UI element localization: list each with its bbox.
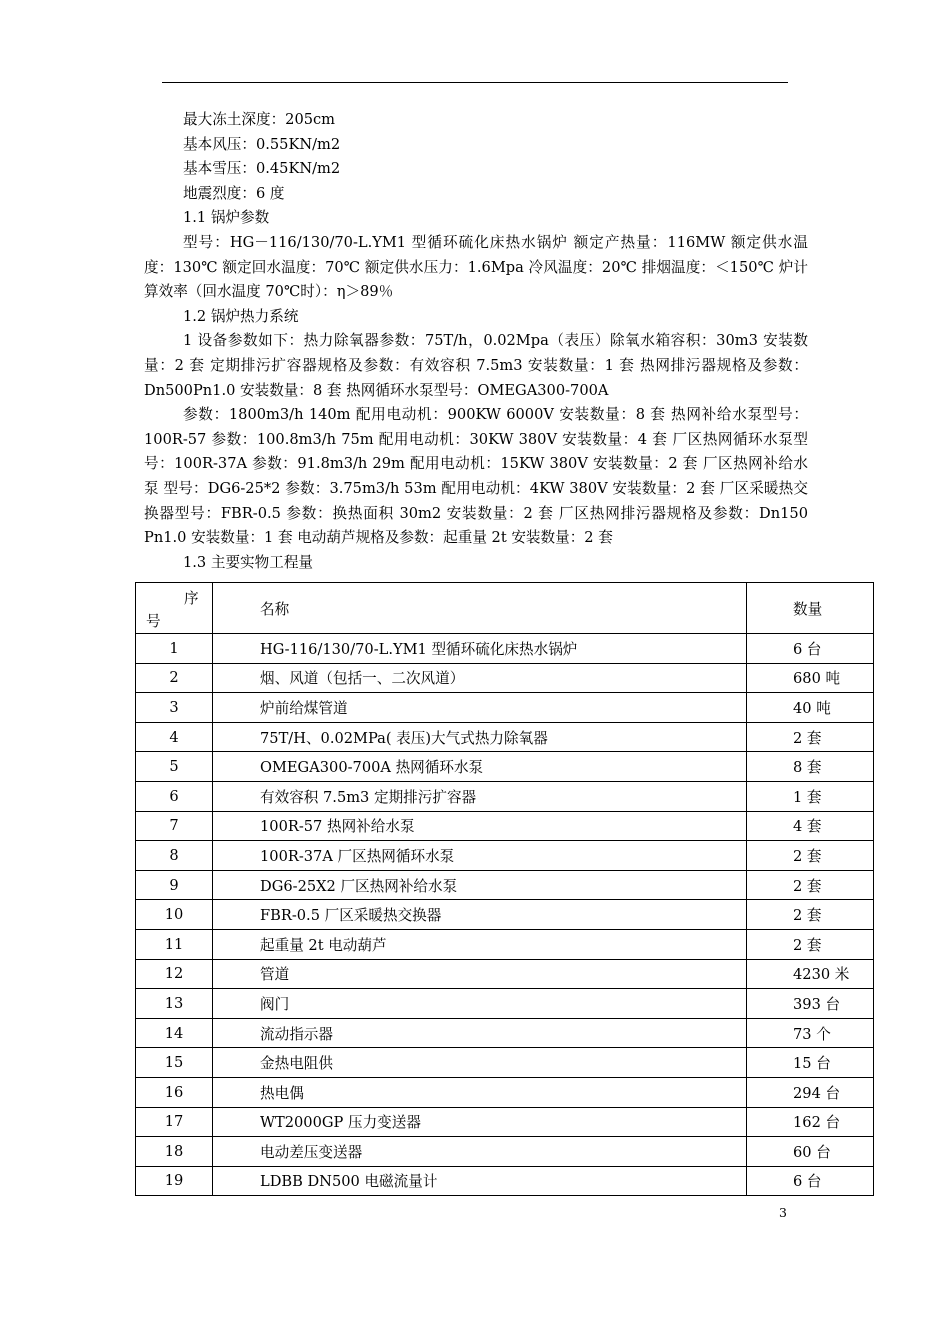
boiler-parameters: 型号：HG－116/130/70-L.YM1 型循环硫化床热水锅炉 额定产热量：116MW 额定供水温度：130℃ 额定回水温度：70℃ 额定供水压力：1.6Mpa 冷风温度：20℃ 排烟温度：＜150℃ 炉计算效率（回水温度 70℃时）：η＞89％ xyxy=(144,233,808,301)
row-no: 6 xyxy=(136,781,213,811)
table-row xyxy=(136,1048,874,1078)
table-row xyxy=(136,634,874,664)
row-name: LDBB DN500 电磁流量计 xyxy=(213,1166,747,1196)
table-row xyxy=(136,811,874,841)
row-no: 15 xyxy=(136,1048,213,1078)
row-qty: 8 套 xyxy=(747,752,874,782)
row-name: 电动差压变送器 xyxy=(213,1137,747,1167)
row-no: 1 xyxy=(136,634,213,664)
row-qty: 294 台 xyxy=(747,1077,874,1107)
row-qty: 60 台 xyxy=(747,1137,874,1167)
table-row xyxy=(136,900,874,930)
table-row xyxy=(136,752,874,782)
row-qty: 40 吨 xyxy=(747,693,874,723)
row-no: 9 xyxy=(136,870,213,900)
row-qty: 4230 米 xyxy=(747,959,874,989)
row-no: 19 xyxy=(136,1166,213,1196)
row-qty: 15 台 xyxy=(747,1048,874,1078)
row-no: 14 xyxy=(136,1018,213,1048)
header-no: 序 号 xyxy=(136,583,213,634)
row-name: DG6-25X2 厂区热网补给水泵 xyxy=(213,870,747,900)
row-name: 100R-57 热网补给水泵 xyxy=(213,811,747,841)
section-1-2-heading: 1.2 锅炉热力系统 xyxy=(183,307,299,325)
row-name: 75T/H、0.02MPa( 表压)大气式热力除氧器 xyxy=(213,722,747,752)
row-qty: 73 个 xyxy=(747,1018,874,1048)
frost-depth: 最大冻土深度：205cm xyxy=(183,111,336,128)
row-no: 13 xyxy=(136,989,213,1019)
table-row xyxy=(136,1018,874,1048)
row-no: 4 xyxy=(136,722,213,752)
row-name: 流动指示器 xyxy=(213,1018,747,1048)
row-no: 2 xyxy=(136,663,213,693)
row-no: 10 xyxy=(136,900,213,930)
row-name: 有效容积 7.5m3 定期排污扩容器 xyxy=(213,781,747,811)
row-name: 金热电阻供 xyxy=(213,1048,747,1078)
row-name: OMEGA300-700A 热网循环水泵 xyxy=(213,752,747,782)
row-no: 7 xyxy=(136,811,213,841)
row-no: 12 xyxy=(136,959,213,989)
row-no: 5 xyxy=(136,752,213,782)
row-no: 18 xyxy=(136,1137,213,1167)
row-qty: 2 套 xyxy=(747,722,874,752)
row-name: 阀门 xyxy=(213,989,747,1019)
row-name: 起重量 2t 电动葫芦 xyxy=(213,929,747,959)
snow-pressure: 基本雪压：0.45KN/m2 xyxy=(183,160,341,178)
row-name: 100R-37A 厂区热网循环水泵 xyxy=(213,841,747,871)
row-no: 3 xyxy=(136,693,213,723)
row-name: HG-116/130/70-L.YM1 型循环硫化床热水锅炉 xyxy=(213,634,747,664)
row-name: 烟、风道（包括一、二次风道） xyxy=(213,663,747,693)
table-row xyxy=(136,870,874,900)
header-qty: 数量 xyxy=(747,583,874,634)
row-qty: 162 台 xyxy=(747,1107,874,1137)
row-qty: 393 台 xyxy=(747,989,874,1019)
table-row xyxy=(136,841,874,871)
seismic-intensity: 地震烈度：6 度 xyxy=(183,184,285,202)
table-row xyxy=(136,1137,874,1167)
row-no: 11 xyxy=(136,929,213,959)
table-row xyxy=(136,1077,874,1107)
row-qty: 6 台 xyxy=(747,634,874,664)
table-row xyxy=(136,989,874,1019)
equipment-parameters-2: 参数：1800m3/h 140m 配用电动机：900KW 6000V 安装数量：8 套 热网补给水泵型号：100R-57 参数：100.8m3/h 75m 配用电动机：30KW 380V 安装数量：4 套 厂区热网循环水泵型号：100R-37A 参数：91.8m3/h 29m 配用电动机：15KW 380V 安装数量：2 套 厂区热网补给水泵 型号：DG6-25*2 参数：3.75m3/h 53m 配用电动机：4KW 380V 安装数量：2 套 厂区采暖热交换器型号：FBR-0.5 参数：换热面积 30m2 安装数量：2 套 厂区热网排污器规格及参数：Dn150 Pn1.0 安装数量：1 套 电动葫芦规格及参数：起重量 2t 安装数量：2 套 xyxy=(144,406,808,547)
table-row xyxy=(136,693,874,723)
row-name: 炉前给煤管道 xyxy=(213,693,747,723)
row-no: 8 xyxy=(136,841,213,871)
row-name: 热电偶 xyxy=(213,1077,747,1107)
section-1-1-heading: 1.1 锅炉参数 xyxy=(183,209,270,227)
row-qty: 680 吨 xyxy=(747,663,874,693)
header-rule xyxy=(162,82,788,83)
table-row xyxy=(136,959,874,989)
table-header-row xyxy=(136,583,874,634)
equipment-parameters-1: 1 设备参数如下：热力除氧器参数：75T/h，0.02Mpa（表压）除氧水箱容积：30m3 安装数量：2 套 定期排污扩容器规格及参数：有效容积 7.5m3 安装数量：1 套 热网排污器规格及参数：Dn500Pn1.0 安装数量：8 套 热网循环水泵型号：OMEGA300-700A xyxy=(144,332,808,399)
table-row xyxy=(136,929,874,959)
header-name: 名称 xyxy=(213,583,747,634)
row-no: 16 xyxy=(136,1077,213,1107)
table-row xyxy=(136,1107,874,1137)
row-qty: 2 套 xyxy=(747,841,874,871)
row-qty: 4 套 xyxy=(747,811,874,841)
table-row xyxy=(136,663,874,693)
row-no: 17 xyxy=(136,1107,213,1137)
row-qty: 2 套 xyxy=(747,929,874,959)
wind-pressure: 基本风压：0.55KN/m2 xyxy=(183,135,341,153)
table-row xyxy=(136,722,874,752)
row-name: WT2000GP 压力变送器 xyxy=(213,1107,747,1137)
table-row xyxy=(136,1166,874,1196)
row-name: FBR-0.5 厂区采暖热交换器 xyxy=(213,900,747,930)
section-1-3-heading: 1.3 主要实物工程量 xyxy=(183,553,314,571)
row-qty: 1 套 xyxy=(747,781,874,811)
row-qty: 2 套 xyxy=(747,900,874,930)
document-body xyxy=(144,108,808,575)
quantities-table xyxy=(135,582,874,1196)
row-name: 管道 xyxy=(213,959,747,989)
row-qty: 6 台 xyxy=(747,1166,874,1196)
page-number: 3 xyxy=(779,1205,787,1220)
row-qty: 2 套 xyxy=(747,870,874,900)
table-row xyxy=(136,781,874,811)
